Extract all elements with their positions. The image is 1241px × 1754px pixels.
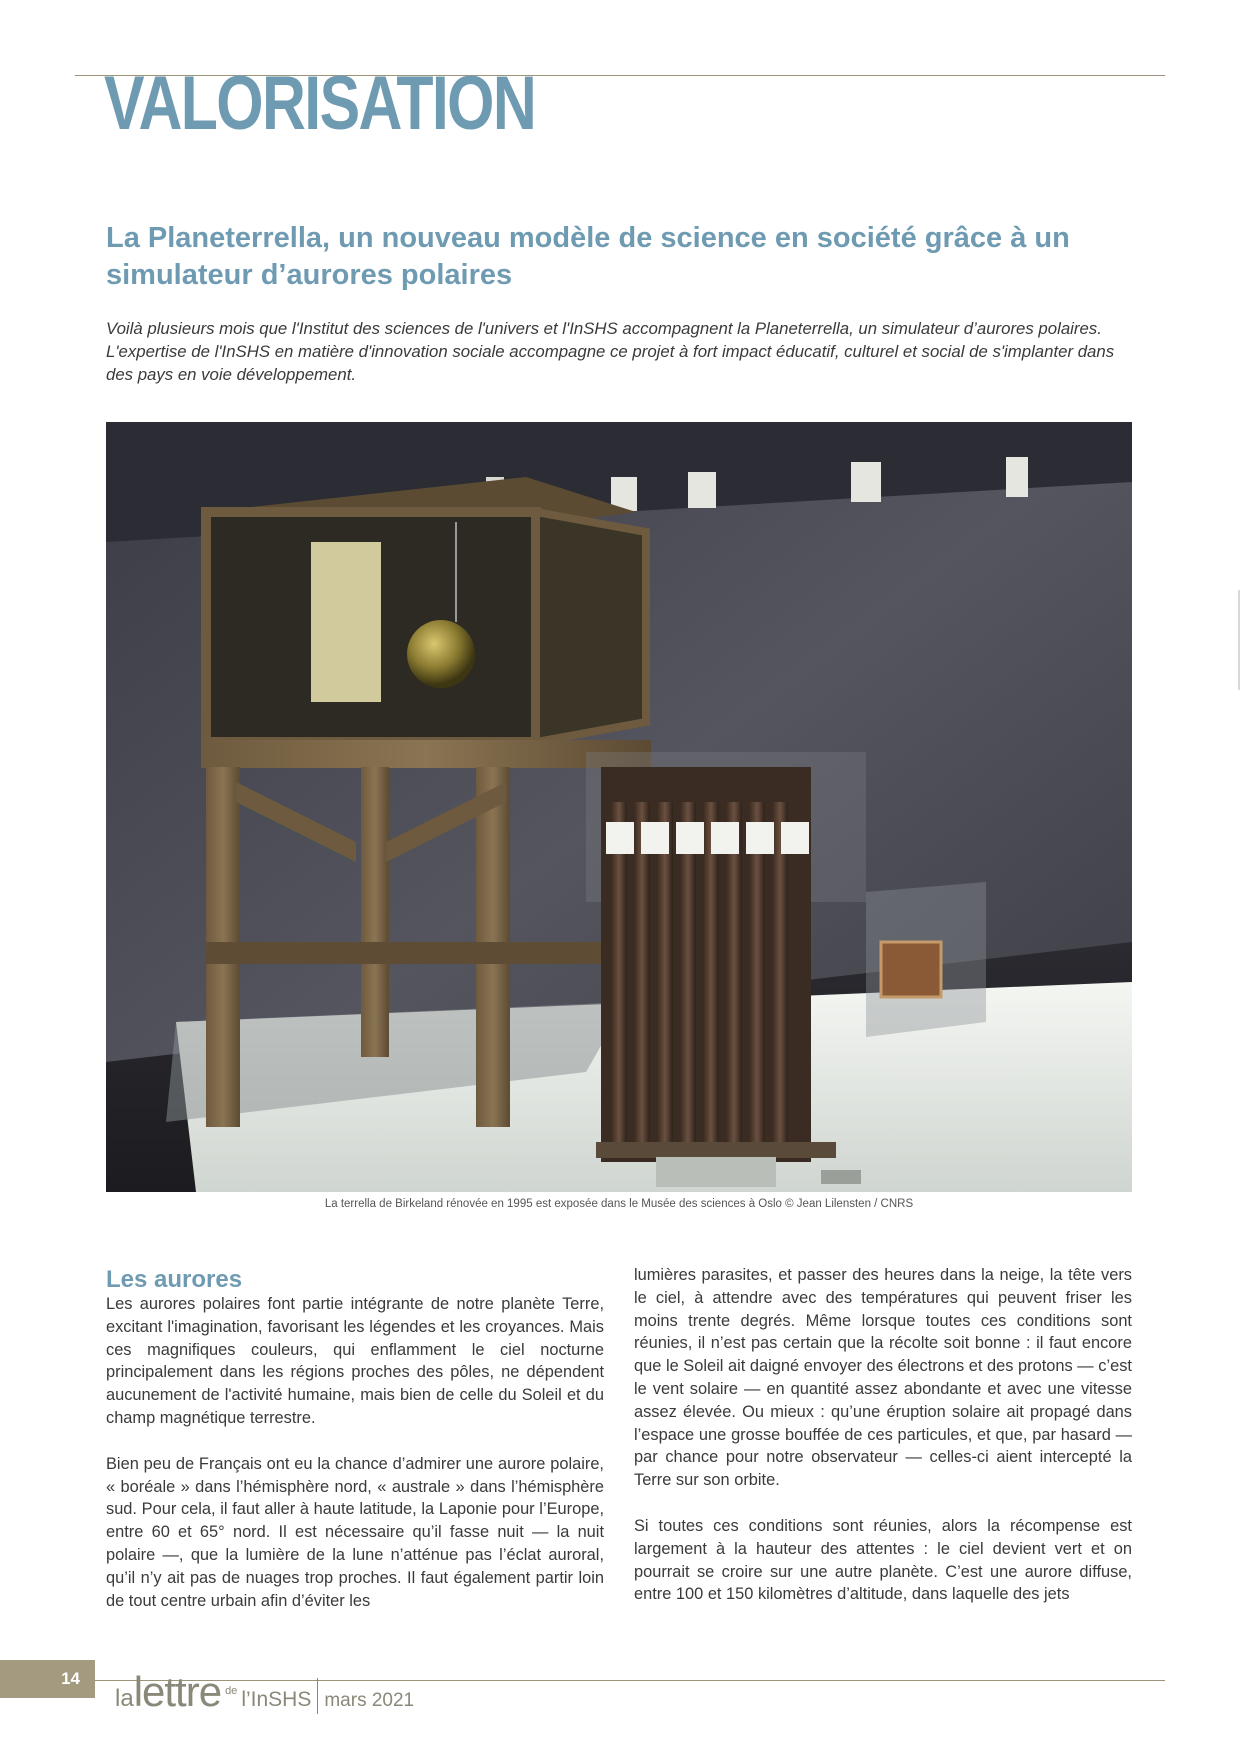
body-paragraph: Les aurores polaires font partie intégrante de notre planète Terre, excitant l'imagination, favorisant les légendes et les croyances. Mais ces magnifiques couleurs, qui enflamment le ciel nocturne principalement dans les régions proches des pôles, ne dépendent aucunement de l'activité humaine, mais bien de celle du Soleil et du champ magnétique terrestre. <box>106 1295 604 1427</box>
body-paragraph: Si toutes ces conditions sont réunies, alors la récompense est largement à la hauteur des attentes : le ciel devient vert et on pourrait se croire sur une autre planète. C’est une aurore diffuse, entre 100 et 150 kilomètres d’altitude, dans laquelle des jets <box>634 1516 1132 1604</box>
masthead-lettre: lettre <box>133 1668 222 1715</box>
masthead-insths: l’InSHS <box>241 1688 312 1711</box>
photo-caption: La terrella de Birkeland rénovée en 1995 est exposée dans le Musée des sciences à Oslo © Jean Lilensten / CNRS <box>324 1198 914 1210</box>
masthead <box>115 1668 414 1716</box>
page-edge-mark <box>1238 590 1240 690</box>
page-number: 14 <box>61 1669 80 1688</box>
left-column <box>106 1267 604 1635</box>
section-title: VALORISATION <box>104 61 536 146</box>
subheading-les-aurores: Les aurores <box>106 1266 243 1293</box>
masthead-separator <box>317 1678 318 1714</box>
right-column <box>634 1267 1132 1629</box>
article-title: La Planeterrella, un nouveau modèle de science en société grâce à un simulateur d’aurores polaires <box>106 222 1070 291</box>
masthead-la: la <box>115 1685 134 1712</box>
body-paragraph: lumières parasites, et passer des heures dans la neige, la tête vers le ciel, à attendre avec des températures qui peuvent friser les moins trente degrés. Même lorsque toutes ces conditions sont réunies, il n’est pas certain que la récolte soit bonne : il faut encore que le Soleil ait daigné envoyer des électrons et des protons — c’est le vent solaire — en quantité assez abondante et avec une vitesse assez élevée. Ou mieux : qu’une éruption solaire ait propagé dans l’espace une grosse bouffée de ces particules, et que, par hasard — par chance pour notre observateur — celles-ci aient intercepté la Terre sur son orbite. <box>634 1266 1132 1490</box>
article-intro: Voilà plusieurs mois que l'Institut des sciences de l'univers et l'InSHS accompagnent la Planeterrella, un simulateur d’aurores polaires. L'expertise de l'InSHS en matière d'innovation sociale accompagne ce projet à fort impact éducatif, culturel et social de s'implanter dans des pays en voie développement. <box>106 319 1115 384</box>
masthead-de: de <box>225 1685 238 1697</box>
issue-date: mars 2021 <box>324 1690 415 1711</box>
terrella-photo <box>106 422 1132 1192</box>
body-paragraph: Bien peu de Français ont eu la chance d’admirer une aurore polaire, « boréale » dans l’hémisphère nord, « australe » dans l’hémisphère sud. Pour cela, il faut aller à haute latitude, la Laponie pour l’Europe, entre 60 et 65° nord. Il est nécessaire qu’il fasse nuit — la nuit polaire —, que la lumière de la lune n’atténue pas l’éclat auroral, qu’il n’y ait pas de nuages trop proches. Il faut également partir loin de tout centre urbain afin d’éviter les <box>106 1454 604 1610</box>
